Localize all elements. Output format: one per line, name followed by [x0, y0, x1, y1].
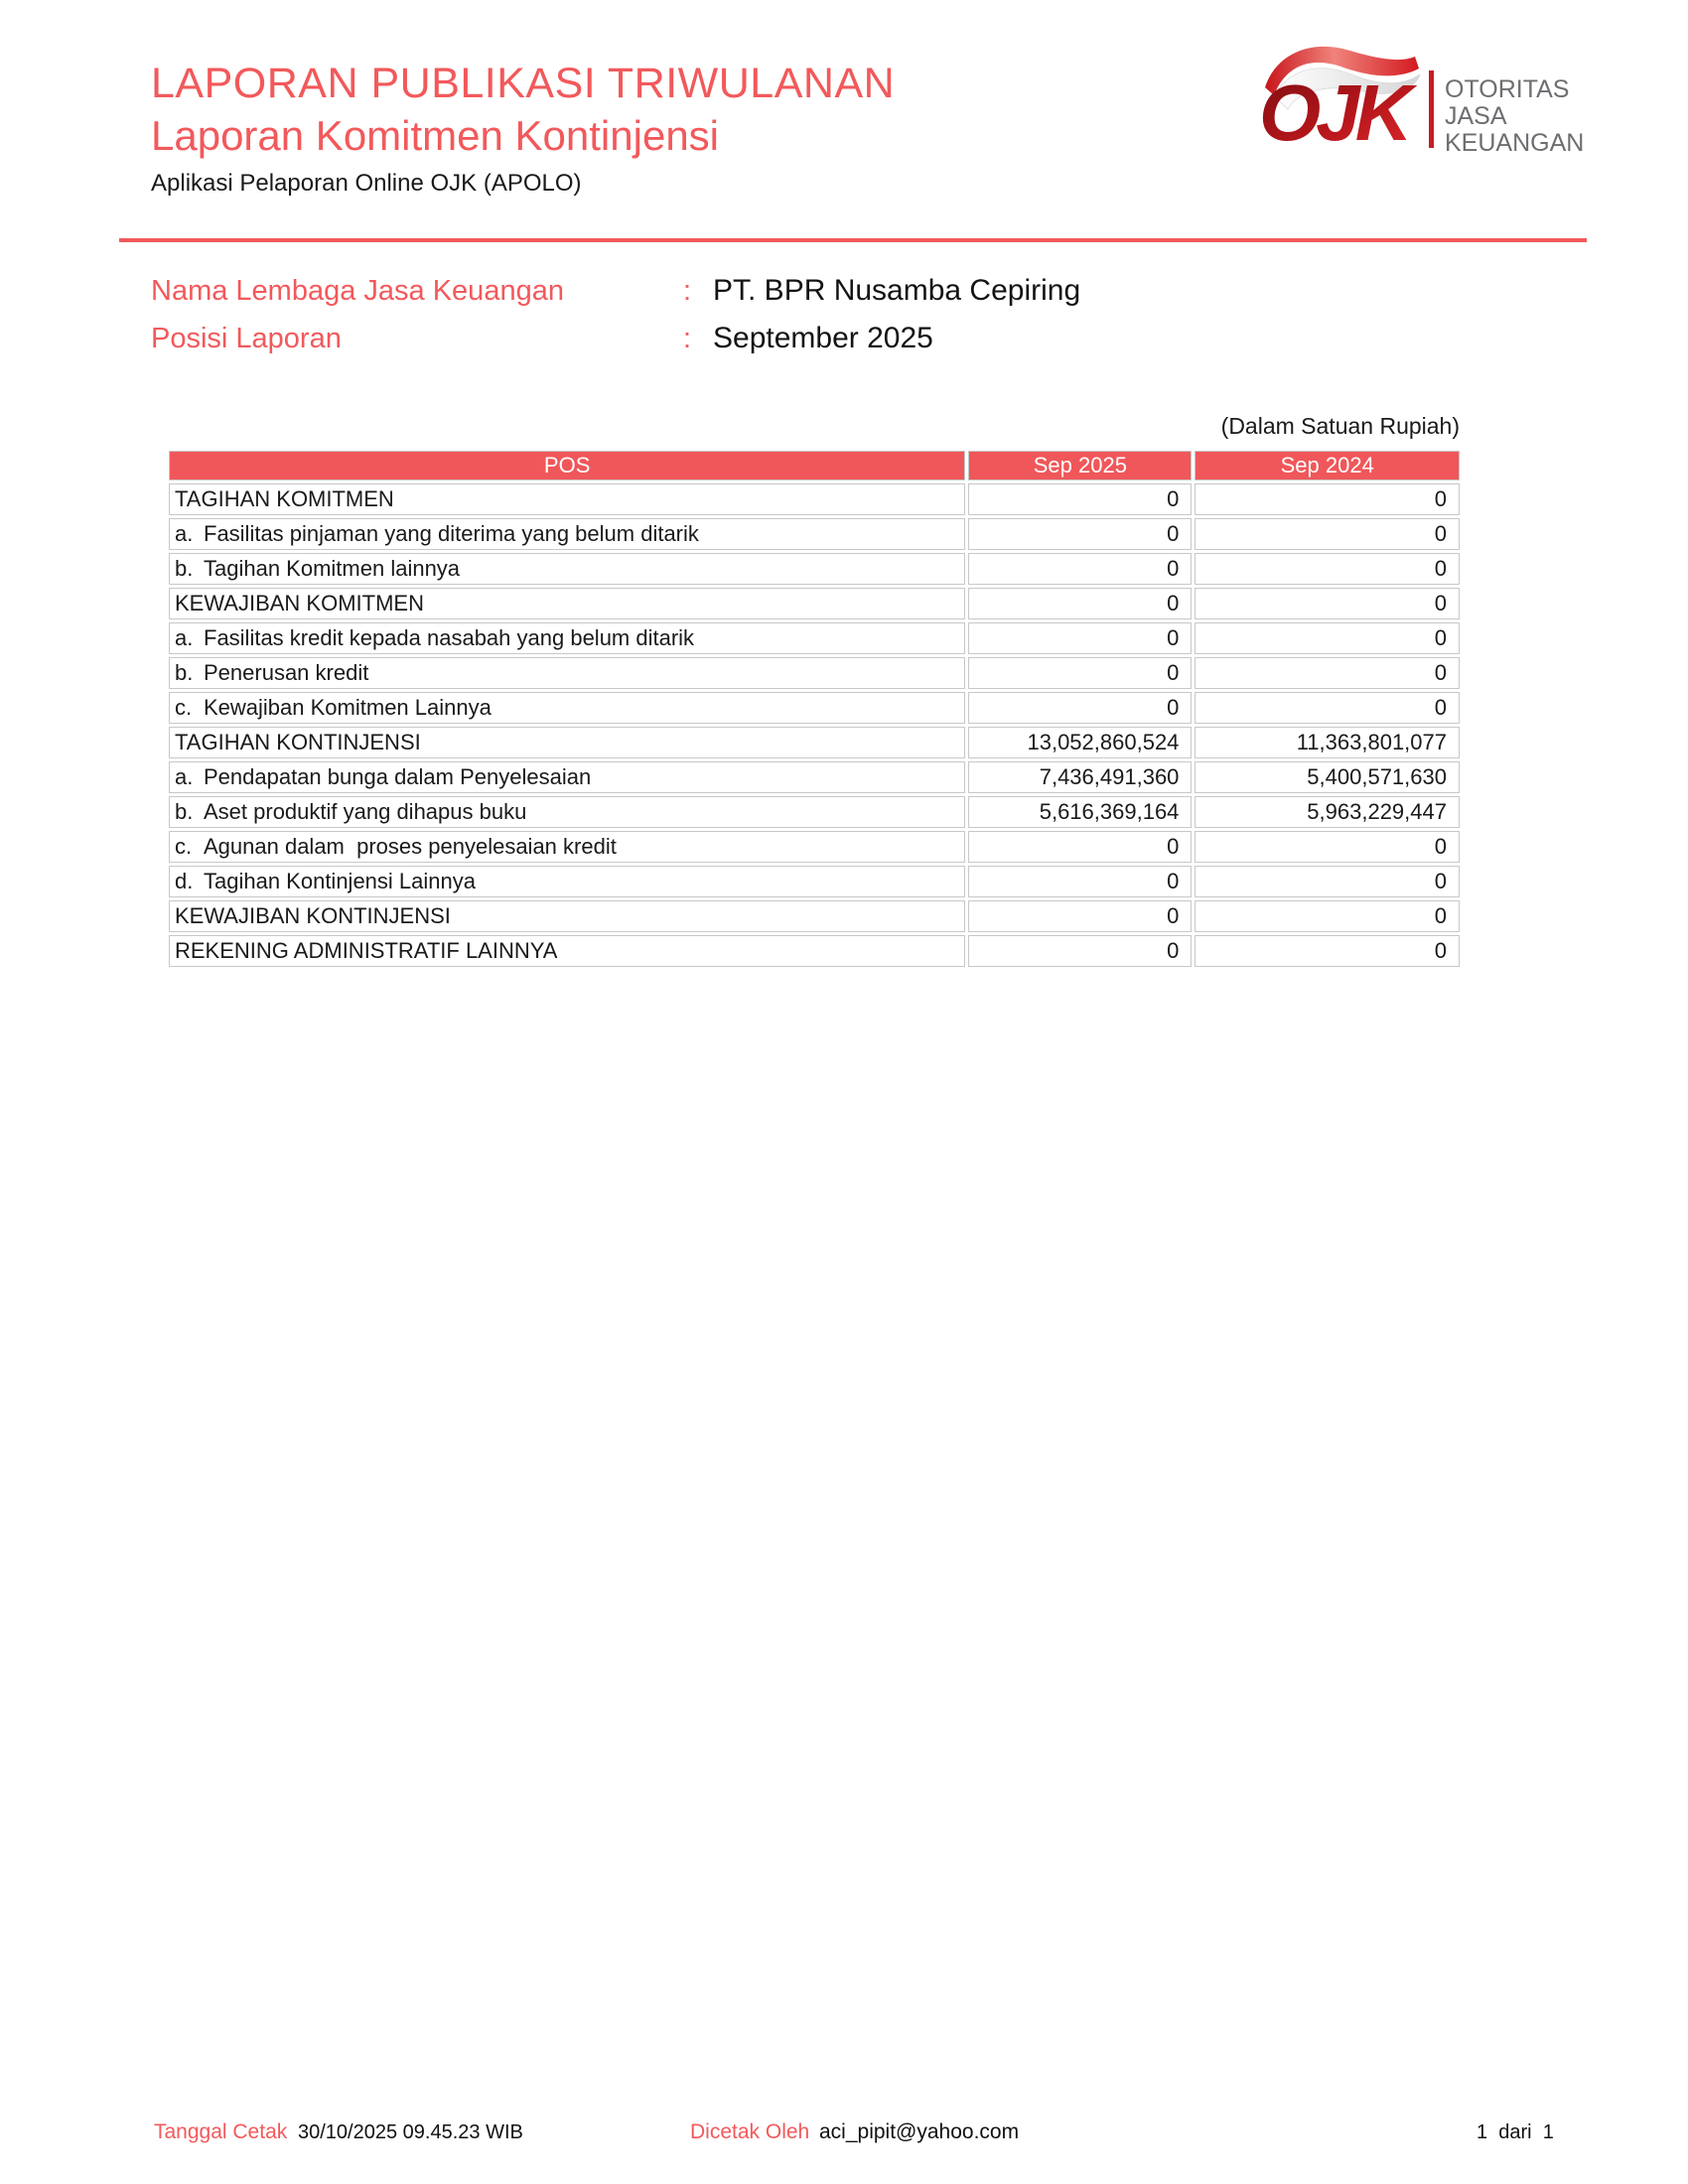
report-info: [151, 274, 1080, 369]
row-letter-prefix: c.: [175, 834, 193, 859]
value-sep-2024-cell: 5,400,571,630: [1195, 761, 1460, 793]
row-label: KEWAJIBAN KONTINJENSI: [175, 903, 451, 928]
report-footer: [0, 2117, 1688, 2157]
row-label: Penerusan kredit: [204, 660, 369, 685]
table-row: [169, 553, 1460, 585]
app-name-label: Aplikasi Pelaporan Online OJK (APOLO): [151, 170, 582, 197]
pos-cell: [169, 866, 965, 897]
value-sep-2024-cell: 0: [1195, 935, 1460, 967]
report-position-value: September 2025: [713, 322, 933, 354]
table-row: [169, 588, 1460, 619]
value-sep-2025-cell: 5,616,369,164: [968, 796, 1192, 828]
report-title: LAPORAN PUBLIKASI TRIWULANAN: [151, 60, 896, 107]
row-label: Fasilitas pinjaman yang diterima yang belum ditarik: [204, 521, 699, 546]
pos-cell: [169, 727, 965, 758]
row-letter-prefix: b.: [175, 799, 194, 824]
printed-by-label: Dicetak Oleh: [690, 2120, 810, 2143]
logo-divider-bar: [1429, 70, 1434, 148]
report-position-label: Posisi Laporan: [151, 323, 342, 354]
value-sep-2024-cell: 0: [1195, 866, 1460, 897]
print-date-value: 30/10/2025 09.45.23 WIB: [298, 2121, 523, 2143]
value-sep-2025-cell: 0: [968, 692, 1192, 724]
header-divider: [119, 238, 1587, 242]
value-sep-2025-cell: 0: [968, 935, 1192, 967]
institution-name-label: Nama Lembaga Jasa Keuangan: [151, 275, 564, 307]
ojk-logo: [1249, 38, 1587, 165]
ojk-logo-graphic: [1249, 38, 1587, 165]
printed-by-value: aci_pipit@yahoo.com: [819, 2120, 1020, 2143]
column-header-pos: POS: [169, 451, 965, 480]
ojk-logo-text: OJK: [1259, 68, 1408, 157]
value-sep-2025-cell: 7,436,491,360: [968, 761, 1192, 793]
page-indicator: 1 dari 1: [1477, 2121, 1554, 2143]
row-letter-prefix: c.: [175, 695, 193, 720]
pos-cell: [169, 588, 965, 619]
row-label: Fasilitas kredit kepada nasabah yang belum ditarik: [204, 625, 695, 650]
value-sep-2024-cell: 0: [1195, 692, 1460, 724]
value-sep-2024-cell: 0: [1195, 622, 1460, 654]
row-label: Tagihan Komitmen lainnya: [204, 556, 461, 581]
table-row: [169, 831, 1460, 863]
row-label: Kewajiban Komitmen Lainnya: [204, 695, 492, 720]
row-label: Pendapatan bunga dalam Penyelesaian: [204, 764, 592, 789]
value-sep-2024-cell: 0: [1195, 831, 1460, 863]
pos-cell: [169, 935, 965, 967]
colon-separator: :: [683, 323, 692, 354]
pos-cell: [169, 622, 965, 654]
table-row: [169, 761, 1460, 793]
logo-caption-line3: KEUANGAN: [1445, 129, 1585, 157]
row-label: TAGIHAN KOMITMEN: [175, 486, 394, 511]
print-date-label: Tanggal Cetak: [154, 2120, 288, 2143]
pos-cell: [169, 831, 965, 863]
value-sep-2024-cell: 0: [1195, 553, 1460, 585]
report-header: [151, 58, 895, 199]
value-sep-2025-cell: 0: [968, 900, 1192, 932]
table-row: [169, 692, 1460, 724]
table-row: [169, 900, 1460, 932]
institution-name-value: PT. BPR Nusamba Cepiring: [713, 274, 1081, 307]
row-label: Tagihan Kontinjensi Lainnya: [204, 869, 476, 893]
table-row: [169, 518, 1460, 550]
value-sep-2024-cell: 11,363,801,077: [1195, 727, 1460, 758]
value-sep-2025-cell: 0: [968, 483, 1192, 515]
table-row: [169, 796, 1460, 828]
value-sep-2025-cell: 0: [968, 622, 1192, 654]
value-sep-2024-cell: 0: [1195, 483, 1460, 515]
pos-cell: [169, 483, 965, 515]
value-sep-2025-cell: 0: [968, 657, 1192, 689]
row-label: TAGIHAN KONTINJENSI: [175, 730, 421, 754]
row-label: Agunan dalam proses penyelesaian kredit: [204, 834, 617, 859]
institution-name-row: [151, 274, 1080, 322]
colon-separator: :: [683, 275, 692, 307]
value-sep-2025-cell: 0: [968, 553, 1192, 585]
row-label: Aset produktif yang dihapus buku: [204, 799, 527, 824]
table-row: [169, 483, 1460, 515]
value-sep-2025-cell: 0: [968, 866, 1192, 897]
value-sep-2025-cell: 13,052,860,524: [968, 727, 1192, 758]
table-row: [169, 935, 1460, 967]
logo-caption-line1: OTORITAS: [1445, 75, 1570, 103]
value-sep-2024-cell: 0: [1195, 657, 1460, 689]
column-header-sep-2025: Sep 2025: [968, 451, 1192, 480]
pos-cell: [169, 657, 965, 689]
table-row: [169, 657, 1460, 689]
value-sep-2025-cell: 0: [968, 831, 1192, 863]
value-sep-2024-cell: 0: [1195, 588, 1460, 619]
value-sep-2025-cell: 0: [968, 588, 1192, 619]
row-letter-prefix: a.: [175, 764, 194, 789]
pos-cell: [169, 553, 965, 585]
row-letter-prefix: b.: [175, 556, 194, 581]
row-letter-prefix: d.: [175, 869, 194, 893]
currency-unit-note: (Dalam Satuan Rupiah): [1220, 413, 1460, 439]
value-sep-2024-cell: 5,963,229,447: [1195, 796, 1460, 828]
table-row: [169, 622, 1460, 654]
table-header-row: [169, 451, 1460, 480]
row-letter-prefix: a.: [175, 625, 194, 650]
report-position-row: [151, 322, 1080, 369]
table-row: [169, 866, 1460, 897]
logo-caption-line2: JASA: [1445, 102, 1507, 130]
report-subtitle: Laporan Komitmen Kontinjensi: [151, 112, 720, 159]
column-header-sep-2024: Sep 2024: [1195, 451, 1460, 480]
row-label: REKENING ADMINISTRATIF LAINNYA: [175, 938, 558, 963]
pos-cell: [169, 796, 965, 828]
row-label: KEWAJIBAN KOMITMEN: [175, 591, 424, 615]
table-row: [169, 727, 1460, 758]
pos-cell: [169, 761, 965, 793]
value-sep-2024-cell: 0: [1195, 900, 1460, 932]
pos-cell: [169, 900, 965, 932]
row-letter-prefix: b.: [175, 660, 194, 685]
pos-cell: [169, 518, 965, 550]
value-sep-2025-cell: 0: [968, 518, 1192, 550]
value-sep-2024-cell: 0: [1195, 518, 1460, 550]
report-table: [166, 448, 1463, 970]
row-letter-prefix: a.: [175, 521, 194, 546]
pos-cell: [169, 692, 965, 724]
